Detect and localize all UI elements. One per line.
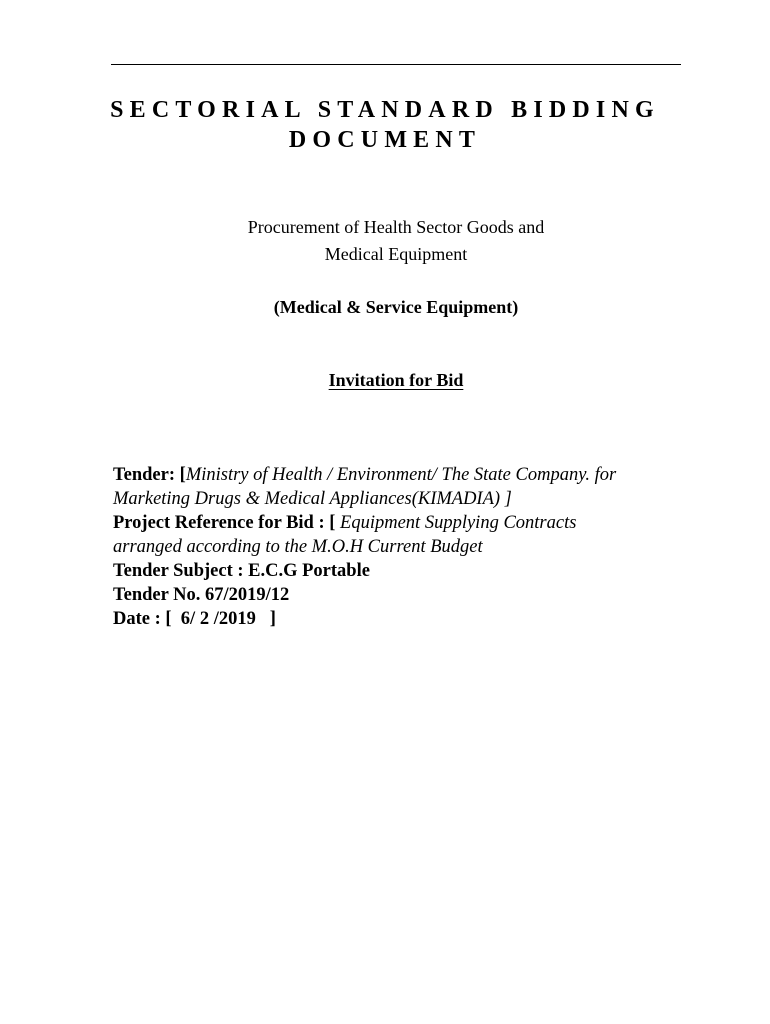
- document-title-line-2: DOCUMENT: [288, 127, 482, 153]
- tender-number: Tender No. 67/2019/12: [113, 585, 290, 605]
- date-row: [113, 607, 713, 631]
- project-reference-value-line-1: Equipment Supplying Contracts: [335, 513, 577, 533]
- project-reference-row: [113, 511, 713, 535]
- equipment-category: (Medical & Service Equipment): [273, 297, 519, 317]
- invitation-heading: Invitation for Bid: [328, 370, 464, 390]
- project-reference-value-line-2: arranged according to the M.O.H Current Budget: [113, 537, 483, 557]
- tender-row-continued: [113, 487, 713, 511]
- document-title-line-1: SECTORIAL STANDARD BIDDING: [110, 97, 660, 123]
- top-horizontal-rule: [111, 64, 681, 65]
- tender-subject: Tender Subject : E.C.G Portable: [113, 561, 370, 581]
- tender-value-line-2: Marketing Drugs & Medical Appliances(KIMADIA) ]: [113, 489, 512, 509]
- tender-row: [113, 463, 713, 487]
- tender-label: Tender: [: [113, 465, 186, 485]
- project-reference-row-continued: [113, 535, 713, 559]
- tender-number-row: [113, 583, 713, 607]
- project-reference-label: Project Reference for Bid : [: [113, 513, 336, 533]
- subtitle-line-1: Procurement of Health Sector Goods and: [247, 217, 545, 237]
- subtitle-line-2: Medical Equipment: [324, 244, 468, 264]
- tender-details: [113, 463, 713, 631]
- tender-date: Date : [ 6/ 2 /2019 ]: [113, 609, 276, 629]
- tender-value-line-1: Ministry of Health / Environment/ The State Company. for: [185, 465, 617, 485]
- tender-subject-row: [113, 559, 713, 583]
